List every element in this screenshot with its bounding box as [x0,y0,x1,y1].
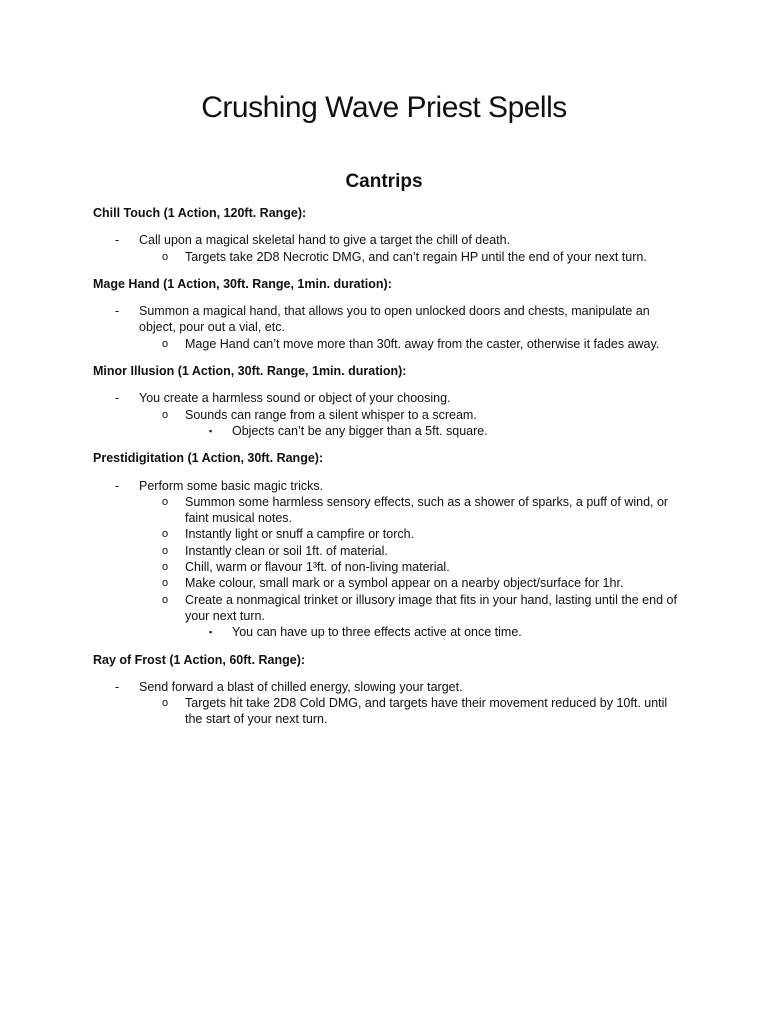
spell-ray-of-frost [93,652,683,728]
list-item [93,249,683,265]
square-bullet-icon: ▪ [209,627,213,638]
spell-heading: Prestidigitation (1 Action, 30ft. Range): [93,451,324,466]
spell-chill-touch [93,205,683,265]
list-item [93,695,683,728]
list-item-text: Make colour, small mark or a symbol appear on a nearby object/surface for 1hr. [185,576,624,591]
list-item-text: Targets take 2D8 Necrotic DMG, and can’t regain HP until the end of your next turn. [185,249,647,264]
list-item [93,423,683,439]
dash-bullet-icon: - [115,233,120,248]
circle-bullet-icon: o [162,250,169,263]
list-item-text: Create a nonmagical trinket or illusory image that fits in your hand, lasting until the end of your next turn. [185,592,677,623]
list-item [93,559,683,575]
list-item-text: Perform some basic magic tricks. [139,478,324,493]
list-item [93,526,683,542]
list-item [93,336,683,352]
list-item [93,494,683,527]
list-item [93,592,683,625]
spell-prestidigitation [93,450,683,640]
list-item-text: Summon a magical hand, that allows you to open unlocked doors and chests, manipulate an object, pour out a vial, etc. [139,304,650,335]
list-item-text: Mage Hand can’t move more than 30ft. away from the caster, otherwise it fades away. [185,336,660,351]
spell-mage-hand [93,276,683,352]
circle-bullet-icon: o [162,337,169,350]
list-item-text: Instantly clean or soil 1ft. of material. [185,543,388,558]
spell-heading: Ray of Frost (1 Action, 60ft. Range): [93,652,306,667]
dash-bullet-icon: - [115,391,120,406]
list-item [93,407,683,423]
list-item [93,624,683,640]
spell-heading: Minor Illusion (1 Action, 30ft. Range, 1min. duration): [93,364,407,379]
circle-bullet-icon: o [162,528,169,541]
section-title-cantrips: Cantrips [345,171,423,192]
list-item [93,679,683,695]
list-item-text: Targets hit take 2D8 Cold DMG, and targets have their movement reduced by 10ft. until the start of your next turn. [185,696,668,727]
list-item-text: Sounds can range from a silent whisper to a scream. [185,407,477,422]
list-item [93,390,683,406]
list-item [93,543,683,559]
square-bullet-icon: ▪ [209,425,213,436]
circle-bullet-icon: o [162,544,169,557]
list-item [93,575,683,591]
circle-bullet-icon: o [162,593,169,606]
spell-heading: Mage Hand (1 Action, 30ft. Range, 1min. duration): [93,276,392,291]
dash-bullet-icon: - [115,304,120,319]
list-item-text: Instantly light or snuff a campfire or torch. [185,527,415,542]
circle-bullet-icon: o [162,697,169,710]
spell-minor-illusion [93,363,683,439]
list-item [93,478,683,494]
dash-bullet-icon: - [115,679,120,694]
circle-bullet-icon: o [162,408,169,421]
spell-list [93,205,683,739]
list-item [93,232,683,248]
dash-bullet-icon: - [115,478,120,493]
spell-heading: Chill Touch (1 Action, 120ft. Range): [93,206,307,220]
list-item-text: Send forward a blast of chilled energy, slowing your target. [139,679,463,694]
list-item-text: Chill, warm or flavour 1³ft. of non-living material. [185,560,450,575]
circle-bullet-icon: o [162,561,169,574]
circle-bullet-icon: o [162,495,169,508]
list-item [93,303,683,336]
list-item-text: Call upon a magical skeletal hand to give a target the chill of death. [139,233,511,248]
document-title: Crushing Wave Priest Spells [201,91,567,124]
list-item-text: You create a harmless sound or object of your choosing. [139,391,451,406]
circle-bullet-icon: o [162,577,169,590]
list-item-text: Summon some harmless sensory effects, such as a shower of sparks, a puff of wind, or faint musical notes. [185,494,669,526]
list-item-text: You can have up to three effects active at once time. [232,625,522,640]
list-item-text: Objects can’t be any bigger than a 5ft. square. [232,423,488,438]
